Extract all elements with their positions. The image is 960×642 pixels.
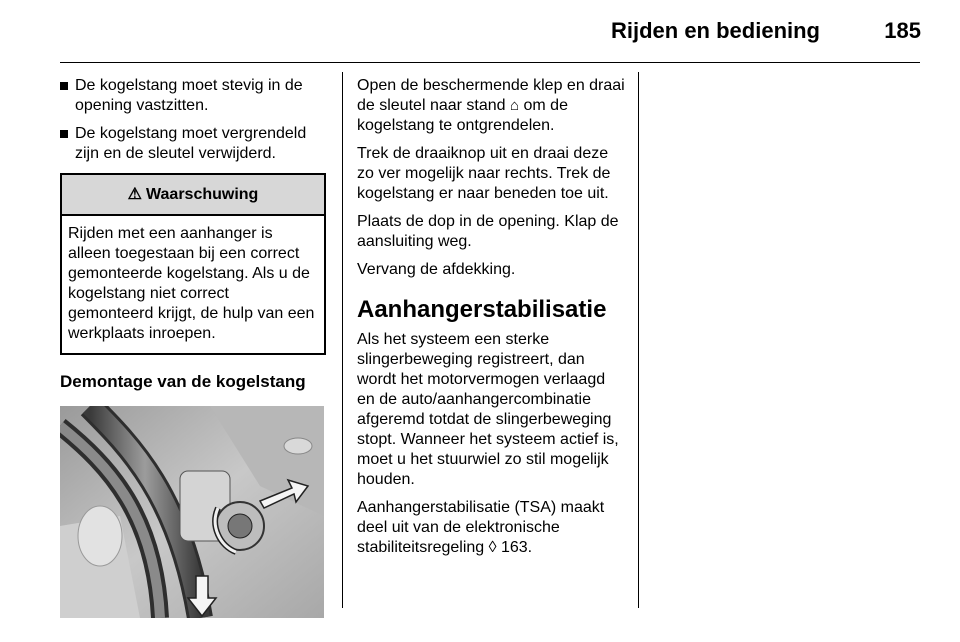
square-bullet-icon: [60, 130, 68, 138]
paragraph-text: 163.: [496, 539, 533, 556]
page-reference-icon: ◊: [488, 539, 497, 556]
paragraph: [357, 498, 625, 558]
warning-title: Waarschuwing: [146, 185, 259, 203]
header-divider: [60, 62, 920, 63]
bullet-text: De kogelstang moet vergrendeld zijn en de sleutel verwijderd.: [75, 125, 307, 162]
warning-triangle-icon: ⚠: [127, 185, 143, 203]
paragraph: Trek de draaiknop uit en draai deze zo ver mogelijk naar rechts. Trek de kogelstang er naar beneden toe uit.: [357, 145, 611, 202]
tow-ball-removal-illustration: [60, 406, 324, 618]
bullet-item: [60, 124, 326, 164]
paragraph-text: Aanhangerstabilisatie (TSA) maakt deel uit van de elektronische stabiliteitsregeling: [357, 499, 605, 556]
column-left: [60, 76, 326, 618]
column-right: [357, 76, 625, 566]
page-number: 185: [884, 18, 921, 43]
paragraph-text: Open de beschermende klep en draai de sleutel naar stand: [357, 77, 625, 114]
warning-header: [62, 175, 324, 216]
square-bullet-icon: [60, 82, 68, 90]
column-divider-right: [638, 72, 639, 608]
column-divider-left: [342, 72, 343, 608]
page-header-title: Rijden en bediening: [610, 18, 820, 43]
bullet-text: De kogelstang moet stevig in de opening vastzitten.: [75, 77, 303, 114]
key-position-icon: ⌂: [510, 97, 520, 114]
warning-box: [60, 173, 326, 355]
paragraph: Plaats de dop in de opening. Klap de aansluiting weg.: [357, 213, 619, 250]
section-heading-large: Aanhangerstabilisatie: [357, 296, 607, 323]
tow-ball-removal-icon: [60, 406, 324, 618]
paragraph: [357, 76, 625, 136]
paragraph: Als het systeem een sterke slingerbeweging registreert, dan wordt het motorvermogen verlaagd en de auto/aanhangercombinatie afgeremd totdat de slingerbeweging stopt. Wanneer het systeem actief is, moet u het stuurwiel zo stil mogelijk houden.: [357, 331, 619, 488]
paragraph: Vervang de afdekking.: [357, 261, 516, 278]
bullet-item: [60, 76, 326, 116]
warning-text: Rijden met een aanhanger is alleen toegestaan bij een correct gemonteerde kogelstang. Als u de kogelstang niet correct gemonteerd krijgt, de hulp van een werkplaats inroepen.: [68, 225, 315, 342]
section-heading: Demontage van de kogelstang: [60, 372, 306, 391]
paragraph-text: om de kogelstang te ontgrendelen.: [357, 97, 568, 134]
